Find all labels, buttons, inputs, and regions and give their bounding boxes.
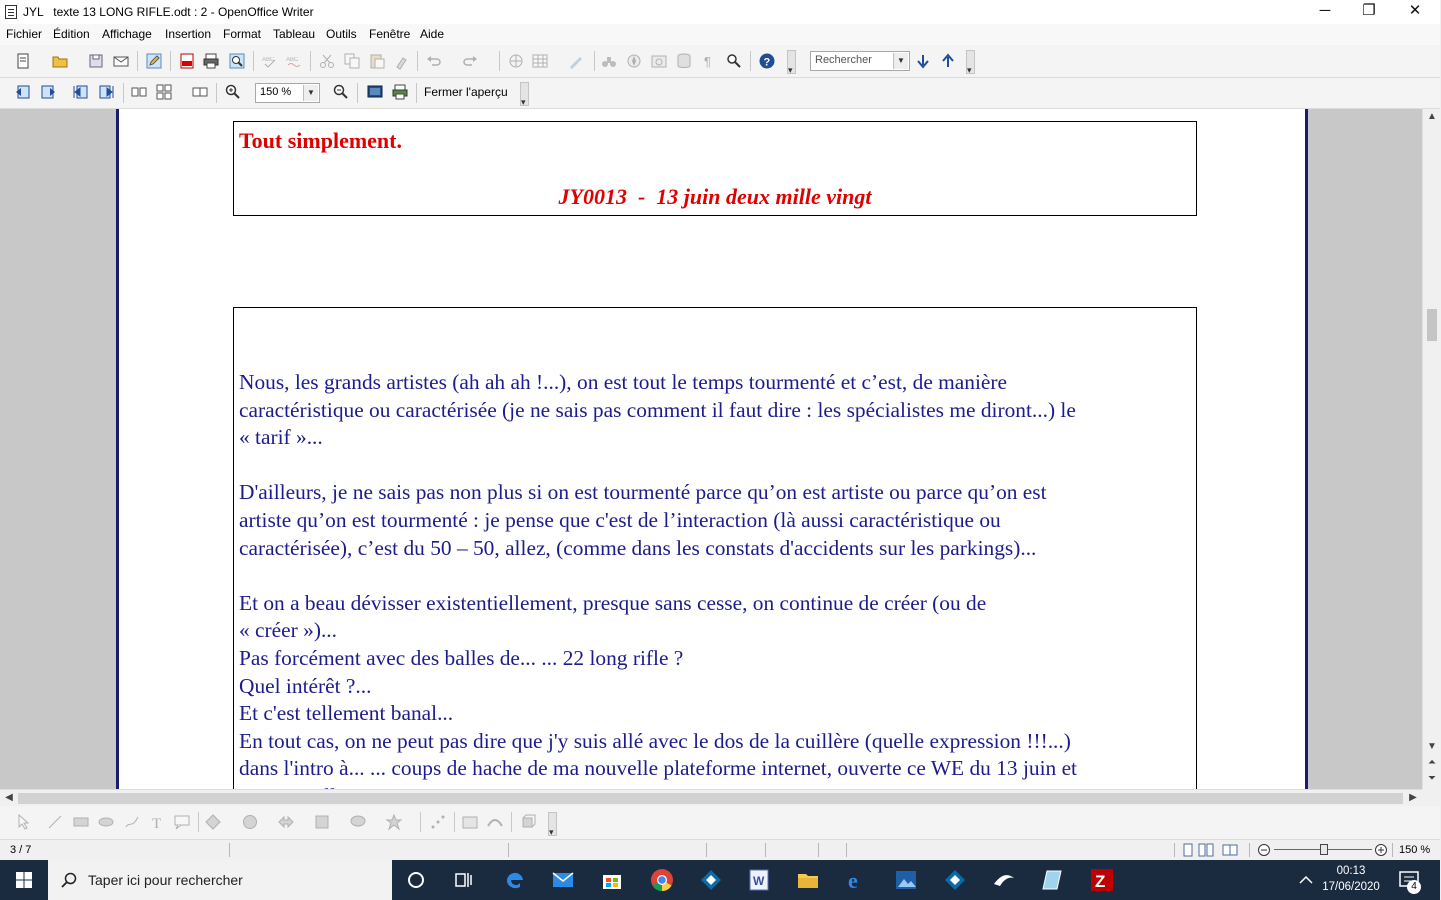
autospellcheck-icon[interactable]: [286, 53, 302, 69]
edge-icon[interactable]: [503, 868, 527, 892]
search-placeholder: Rechercher: [815, 54, 872, 66]
search-input[interactable]: [810, 51, 910, 71]
multi-page-view-icon[interactable]: [1198, 842, 1214, 858]
show-hidden-icons-icon[interactable]: [1294, 868, 1318, 892]
svg-text:¶: ¶: [704, 54, 711, 69]
status-separator: [508, 843, 509, 857]
chrome-icon[interactable]: [650, 868, 674, 892]
status-separator: [1174, 843, 1175, 857]
document-body-frame: [233, 307, 1197, 807]
toolbar-overflow-button[interactable]: [787, 50, 796, 74]
zoom-out-small-icon[interactable]: [1256, 842, 1272, 858]
restore-icon: ❐: [1362, 2, 1376, 19]
svg-text:e: e: [848, 868, 858, 893]
document-viewport[interactable]: [0, 109, 1422, 789]
document-header-frame: [233, 121, 1197, 216]
line-tool-icon[interactable]: [47, 814, 63, 830]
previous-page-icon[interactable]: [15, 84, 31, 100]
scroll-right-icon[interactable]: ▶: [1409, 792, 1417, 803]
svg-text:?: ?: [763, 56, 771, 69]
body-line-blank: [239, 562, 1189, 590]
filezilla-icon[interactable]: [1090, 868, 1114, 892]
block-arrows-icon[interactable]: [278, 814, 294, 830]
notepad-icon[interactable]: [1041, 868, 1065, 892]
search-icon: [61, 872, 77, 888]
separator: [170, 51, 171, 71]
stars-icon[interactable]: [386, 814, 402, 830]
data-sources-icon[interactable]: [676, 53, 692, 69]
chevron-down-icon[interactable]: ▼: [893, 53, 908, 69]
vertical-scrollbar[interactable]: [1422, 109, 1441, 789]
start-button[interactable]: [0, 860, 48, 900]
chevron-down-icon[interactable]: ▼: [303, 85, 318, 101]
zoom-in-icon[interactable]: [225, 84, 241, 100]
menu-outils[interactable]: Outils: [326, 27, 357, 41]
body-line: caractéristique ou caractérisée (je ne sais pas comment il faut dire : les spécialistes me diront...) le: [239, 397, 1076, 422]
svg-text:Z: Z: [1095, 872, 1106, 891]
text-tool-icon[interactable]: [149, 814, 165, 830]
save-icon[interactable]: [88, 53, 104, 69]
separator: [357, 83, 358, 103]
clone-formatting-icon[interactable]: [394, 53, 410, 69]
print-preview-icon[interactable]: [229, 53, 245, 69]
body-line: Quel intérêt ?...: [239, 673, 372, 698]
separator: [420, 812, 421, 832]
svg-text:T: T: [152, 816, 162, 832]
extrusion-icon[interactable]: [521, 814, 537, 830]
cut-icon[interactable]: [319, 53, 335, 69]
windows-logo-icon: [16, 872, 32, 888]
preview-toolbar-overflow-button[interactable]: [520, 82, 529, 106]
openoffice-writer-icon[interactable]: [747, 868, 771, 892]
clock-date: 17/06/2020: [1322, 881, 1380, 893]
taskbar-search-box[interactable]: [48, 860, 392, 900]
separator: [416, 83, 417, 103]
points-icon[interactable]: [430, 814, 446, 830]
edit-mode-icon[interactable]: [146, 53, 162, 69]
scrollbar-corner: [1422, 789, 1440, 806]
page-indicator: 3 / 7: [10, 844, 32, 856]
body-line: Et on a beau dévisser existentiellement, presque sans cesse, on continue de créer (ou de: [239, 590, 987, 615]
next-page-icon[interactable]: [40, 84, 56, 100]
flowchart-icon[interactable]: [314, 814, 330, 830]
vertical-scroll-thumb[interactable]: [1427, 309, 1437, 341]
status-separator: [818, 843, 819, 857]
notification-count-badge: 4: [1407, 880, 1421, 894]
export-pdf-icon[interactable]: [179, 53, 195, 69]
open-folder-icon[interactable]: [52, 53, 68, 69]
insert-table-icon[interactable]: [532, 53, 548, 69]
body-line: D'ailleurs, je ne sais pas non plus si on est tourmenté parce qu’on est artiste ou parce qu’on est: [239, 480, 1047, 505]
separator: [511, 812, 512, 832]
menu-affichage[interactable]: Affichage: [102, 27, 152, 41]
separator: [310, 51, 311, 71]
zoom-slider-thumb[interactable]: [1320, 844, 1328, 855]
print-page-view-icon[interactable]: [392, 84, 408, 100]
last-page-icon[interactable]: [98, 84, 114, 100]
minimize-icon: ─: [1319, 2, 1331, 19]
zoom-out-icon[interactable]: [333, 84, 349, 100]
scroll-left-icon[interactable]: ◀: [5, 792, 13, 803]
writer-document-icon: [5, 5, 17, 19]
status-separator: [846, 843, 847, 857]
status-bar: [0, 840, 1440, 860]
clock-time: 00:13: [1336, 865, 1366, 877]
freeform-tool-icon[interactable]: [124, 814, 140, 830]
taskbar: [0, 860, 1440, 900]
zoom-icon[interactable]: [726, 53, 742, 69]
callout-tool-icon[interactable]: [174, 814, 190, 830]
menu-format[interactable]: Format: [223, 27, 262, 41]
standard-toolbar: [0, 45, 1440, 78]
mail-icon[interactable]: [551, 868, 575, 892]
separator: [216, 83, 217, 103]
menu-edition[interactable]: Édition: [53, 27, 90, 41]
fontwork-icon[interactable]: [487, 814, 503, 830]
undo-icon[interactable]: [426, 53, 442, 69]
two-pages-icon[interactable]: [131, 84, 147, 100]
document-heading: Tout simplement.: [239, 128, 402, 153]
find-previous-icon[interactable]: [940, 53, 956, 69]
status-separator: [229, 843, 230, 857]
zoom-value: 150 %: [260, 86, 292, 98]
close-icon: ✕: [1408, 2, 1422, 19]
system-clock[interactable]: [1318, 863, 1384, 895]
photos-icon[interactable]: [894, 868, 918, 892]
file-explorer-icon[interactable]: [796, 868, 820, 892]
copy-icon[interactable]: [344, 53, 360, 69]
zoom-in-small-icon[interactable]: [1373, 842, 1389, 858]
menu-fenetre[interactable]: Fenêtre: [369, 27, 411, 41]
from-file-icon[interactable]: [462, 814, 478, 830]
taskbar-search-placeholder: Taper ici pour rechercher: [88, 872, 243, 888]
body-line: artiste qu’on est tourmenté : je pense que c'est de l’interaction (là aussi caractéristique ou: [239, 507, 1001, 532]
body-line: caractérisée), c’est du 50 – 50, allez, (comme dans les constats d'accidents sur les parkings)...: [239, 535, 1037, 560]
print-icon[interactable]: [203, 53, 219, 69]
separator: [417, 51, 418, 71]
redo-icon[interactable]: [462, 53, 478, 69]
navigator-icon[interactable]: [626, 53, 642, 69]
ellipse-tool-icon[interactable]: [98, 814, 114, 830]
book-preview-icon[interactable]: [192, 84, 208, 100]
window-title: JYL texte 13 LONG RIFLE.odt : 2 - OpenOffice Writer: [23, 5, 314, 19]
internet-explorer-icon[interactable]: [845, 868, 869, 892]
callouts-icon[interactable]: [350, 814, 366, 830]
email-icon[interactable]: [113, 53, 129, 69]
book-view-icon[interactable]: [1222, 842, 1238, 858]
document-subheading: JY0013 - 13 juin deux mille vingt: [558, 184, 872, 209]
separator: [454, 812, 455, 832]
rectangle-tool-icon[interactable]: [73, 814, 89, 830]
svg-text:W: W: [753, 874, 765, 888]
body-line: Nous, les grands artistes (ah ah ah !...), on est tout le temps tourmenté et c’est, de manière: [239, 370, 1008, 394]
separator: [499, 51, 500, 71]
hyperlink-icon[interactable]: [508, 53, 524, 69]
document-body-text[interactable]: [239, 369, 1189, 811]
separator: [594, 51, 595, 71]
zoom-percentage[interactable]: 150 %: [1399, 844, 1431, 856]
title-bar: [0, 0, 1440, 24]
scroll-down-icon[interactable]: ▼: [1427, 741, 1437, 752]
minimize-button[interactable]: [1302, 0, 1348, 24]
full-screen-icon[interactable]: [367, 84, 383, 100]
body-line: dans l'intro à... ... coups de hache de ma nouvelle plateforme internet, ouverte ce WE du 13 juin et: [239, 756, 1078, 781]
drawing-toolbar: [0, 806, 1440, 840]
horizontal-scrollbar[interactable]: [0, 789, 1422, 807]
separator: [123, 83, 124, 103]
separator: [137, 51, 138, 71]
menu-fichier[interactable]: Fichier: [6, 27, 43, 41]
new-document-icon[interactable]: [16, 53, 32, 69]
svg-text:ABC: ABC: [286, 57, 299, 63]
separator: [198, 812, 199, 832]
menu-bar: [0, 24, 1440, 45]
status-separator: [1392, 843, 1393, 857]
gallery-icon[interactable]: [651, 53, 667, 69]
separator: [253, 51, 254, 71]
help-icon[interactable]: [759, 53, 775, 69]
restore-button[interactable]: [1346, 0, 1392, 24]
symbol-shapes-icon[interactable]: [242, 814, 258, 830]
paste-icon[interactable]: [369, 53, 385, 69]
horizontal-scroll-thumb[interactable]: [18, 793, 1403, 804]
page-preview-toolbar: [0, 78, 1440, 109]
menu-insertion[interactable]: Insertion: [165, 27, 212, 41]
status-separator: [706, 843, 707, 857]
separator: [750, 51, 751, 71]
app-diamond-icon[interactable]: [943, 868, 967, 892]
previous-page-scroll-icon[interactable]: ⏶: [1428, 757, 1436, 768]
find-next-icon[interactable]: [915, 53, 931, 69]
zoom-select[interactable]: [255, 83, 320, 103]
spellcheck-icon[interactable]: [262, 53, 278, 69]
cortana-icon[interactable]: [404, 868, 428, 892]
body-line: Pas forcément avec des balles de... ... 22 long rifle ?: [239, 645, 684, 670]
find-replace-icon[interactable]: [601, 53, 617, 69]
scroll-up-icon[interactable]: ▲: [1427, 111, 1437, 122]
single-page-view-icon[interactable]: [1180, 842, 1196, 858]
show-draw-functions-icon[interactable]: [568, 53, 584, 69]
close-button[interactable]: [1392, 0, 1438, 24]
task-view-icon[interactable]: [451, 868, 475, 892]
status-separator: [1249, 843, 1250, 857]
search-toolbar-overflow-button[interactable]: [966, 50, 975, 74]
openoffice-icon[interactable]: [992, 868, 1016, 892]
first-page-icon[interactable]: [73, 84, 89, 100]
document-page[interactable]: [116, 109, 1308, 789]
menu-tableau[interactable]: Tableau: [273, 27, 316, 41]
basic-shapes-icon[interactable]: [205, 814, 221, 830]
next-page-scroll-icon[interactable]: ⏷: [1428, 773, 1436, 784]
body-line: « tarif »...: [239, 425, 323, 450]
close-preview-button[interactable]: Fermer l'aperçu: [424, 85, 508, 99]
body-line: En tout cas, on ne peut pas dire que j'y suis allé avec le dos de la cuillère (quelle expression !!!...): [239, 728, 1071, 753]
select-arrow-icon[interactable]: [16, 814, 32, 830]
svg-text:ABC: ABC: [262, 57, 275, 63]
multiple-pages-icon[interactable]: [156, 84, 172, 100]
status-separator: [765, 843, 766, 857]
formatting-marks-icon[interactable]: [701, 53, 717, 69]
body-line: Et c'est tellement banal...: [239, 701, 454, 726]
body-line-blank: [239, 452, 1189, 480]
app-diamond-icon[interactable]: [699, 868, 723, 892]
store-icon[interactable]: [600, 868, 624, 892]
body-line: « créer »)...: [239, 618, 337, 643]
drawing-toolbar-overflow-button[interactable]: [548, 812, 557, 836]
menu-aide[interactable]: Aide: [420, 27, 445, 41]
